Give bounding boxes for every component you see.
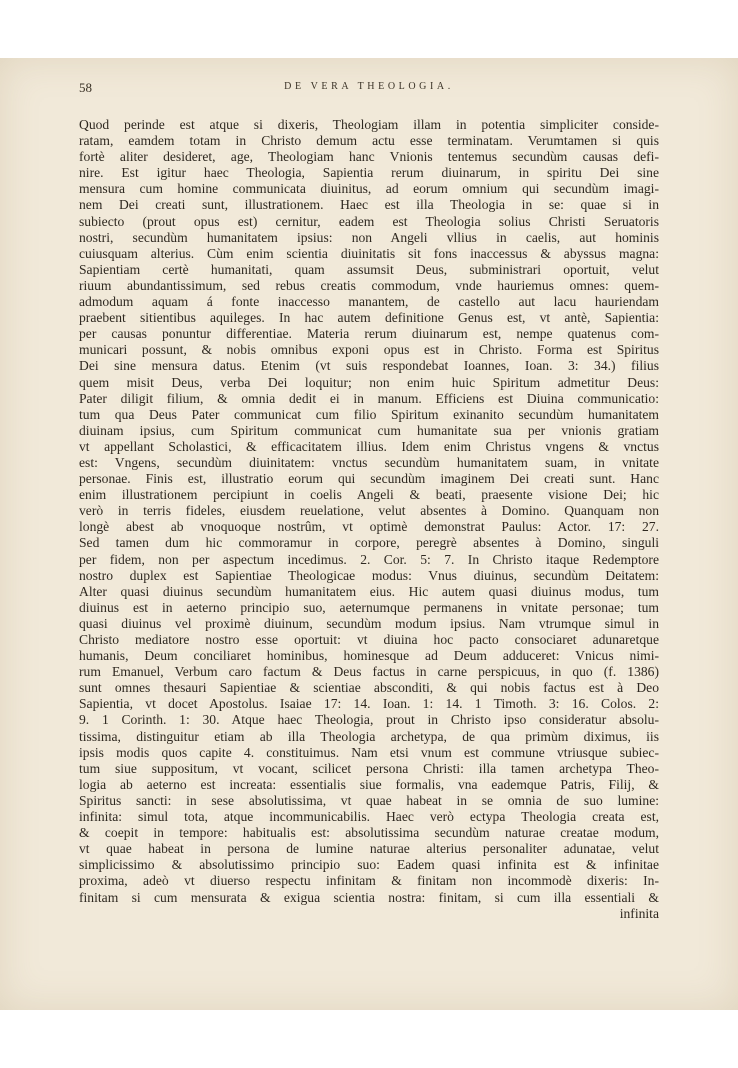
- text-line: proxima, adeò vt diuerso respectu infinitam & finitam non incommodè dixeris: In-: [79, 873, 659, 889]
- text-line: personae. Finis est, illustratio eorum qui secundùm imaginem Dei creati sunt. Hanc: [79, 471, 659, 487]
- text-line: per causas ponuntur differentiae. Materia rerum diuinarum est, nempe quatenus com-: [79, 326, 659, 342]
- text-line: nire. Est igitur haec Theologia, Sapientia rerum diuinarum, in spiritu Dei sine: [79, 165, 659, 181]
- text-line: ratam, eamdem totam in Christo demum actu esse terminatam. Verumtamen si quis: [79, 133, 659, 149]
- text-line: rum Emanuel, Verbum caro factum & Deus factus in carne perspicuus, in quo (f. 1386): [79, 664, 659, 680]
- text-line: finitam si cum mensurata & exigua scientia nostra: finitam, si cum illa essentiali &: [79, 889, 659, 905]
- text-line: tissima, distinguitur etiam ab illa Theologia archetypa, de qua primùm diximus, iis: [79, 728, 659, 744]
- text-line: & coepit in tempore: habitualis est: absolutissima secundùm naturae creatae modum,: [79, 825, 659, 841]
- text-line: tum qua Deus Pater communicat cum filio Spiritum exinanito secundùm humanitatem: [79, 406, 659, 422]
- book-page: [0, 58, 738, 1010]
- text-line: longè abest ab vnoquoque nostrûm, vt optimè demonstrat Paulus: Actor. 17: 27.: [79, 519, 659, 535]
- text-line: sunt omnes thesauri Sapientiae & scientiae absconditi, & qui nobis factus est à Deo: [79, 680, 659, 696]
- text-line: Alter quasi diuinus secundùm humanitatem eius. Hic autem quasi diuinus modus, tum: [79, 583, 659, 599]
- text-line: nostro duplex est Sapientiae Theologicae modus: Vnus diuinus, secundùm Deitatem:: [79, 567, 659, 583]
- text-line: Sapientiam certè humanitati, quam assumsit Deus, subministrari oportuit, velut: [79, 261, 659, 277]
- text-line: ipsis modis quos capite 4. constituimus. Nam etsi vnum est commune vtriusque subiec-: [79, 744, 659, 760]
- text-line: diuinam ipsius, cum Spiritum communicat cum humanitate sua per vnionis gratiam: [79, 422, 659, 438]
- text-line: municari possunt, & nobis omnibus exponi opus est in Christo. Forma est Spiritus: [79, 342, 659, 358]
- text-line: 9. 1 Corinth. 1: 30. Atque haec Theologia, prout in Christo ipso consideratur absolu-: [79, 712, 659, 728]
- text-line: diuinus est in aeterno principio suo, aeternumque permanens in vnitate personae; tum: [79, 599, 659, 615]
- text-line: infinita: simul tota, atque incommunicabilis. Haec verò ectypa Theologia creata est,: [79, 809, 659, 825]
- text-line: simplicissimo & absolutissimo principio suo: Eadem quasi infinita est & infinitae: [79, 857, 659, 873]
- text-line: cuiusquam alterius. Cùm enim scientia diuinitatis sit fons inaccessus & abyssus magna:: [79, 245, 659, 261]
- text-line: subiecto (prout opus est) cernitur, eadem est Theologia solius Christi Seruatoris: [79, 213, 659, 229]
- text-line: Quod perinde est atque si dixeris, Theologiam illam in potentia simpliciter conside-: [79, 117, 659, 132]
- text-line: verò in terris fideles, eiusdem reuelatione, velut absentes à Domino. Quanquam non: [79, 503, 659, 519]
- text-line: nostri, secundùm humanitatem ipsius: non Angeli vllius in caelis, aut hominis: [79, 229, 659, 245]
- text-line: enim illustrationem percipiunt in coelis Angeli & beati, praesente visione Dei; hic: [79, 487, 659, 503]
- text-line: humanis, Deum conciliaret hominibus, hominesque ad Deum adduceret: Vnicus nimi-: [79, 648, 659, 664]
- running-title: DE VERA THEOLOGIA.: [284, 81, 454, 92]
- text-line: admodum aquam á fonte inaccesso manantem, de castello aut lacu hauriendam: [79, 294, 659, 310]
- body-text: [79, 117, 659, 922]
- page-header: [79, 80, 659, 100]
- text-line: mensura cum homine communicata diuinitus, ad eorum omnium qui secundùm imagi-: [79, 181, 659, 197]
- text-line: quem misit Deus, verba Dei loquitur; non enim huic Spiritum admetitur Deus:: [79, 374, 659, 390]
- text-line: Dei sine mensura datus. Etenim (vt suis respondebat Ioannes, Ioan. 3: 34.) filius: [79, 358, 659, 374]
- page-number: 58: [79, 80, 92, 95]
- text-line: logia ab aeterno est increata: essentialis siue formalis, vna eademque Patris, Filij, &: [79, 776, 659, 792]
- text-line: nem Dei creati sunt, illustrationem. Haec est illa Theologia in se: quae si in: [79, 197, 659, 213]
- text-line: quasi diuinus vel proximè diuinum, secundùm modum ipsius. Nam vtrumque simul in: [79, 615, 659, 631]
- text-line: tum siue suppositum, vt vocant, scilicet persona Christi: illa tamen archetypa Theo-: [79, 760, 659, 776]
- text-line: Sed tamen dum hic commoramur in corpore, peregrè absentes à Domino, singuli: [79, 535, 659, 551]
- text-line: est: Vngens, secundùm diuinitatem: vnctus secundùm humanitatem suam, in vnitate: [79, 454, 659, 470]
- text-line: vt appellant Scholastici, & efficacitatem illius. Idem enim Christus vngens & vnctus: [79, 438, 659, 454]
- text-line: fortè aliter desideret, age, Theologiam hanc Vnionis tentemus secundùm causas defi-: [79, 149, 659, 165]
- text-line: infinita: [619, 905, 659, 921]
- text-line: Christo mediatore nostro esse oportuit: vt diuina hoc pacto consociaret adunaretque: [79, 632, 659, 647]
- text-line: vt quae habeat in persona de lumine naturae alterius personaliter adunatae, velut: [79, 841, 659, 857]
- text-line: per fidem, non per aspectum incedimus. 2. Cor. 5: 7. In Christo itaque Redemptore: [79, 551, 659, 567]
- text-line: Pater diligit filium, & omnia dedit ei in manum. Efficiens est Diuina communicatio:: [79, 390, 659, 406]
- text-line: praebent sitientibus aquileges. In hac autem definitione Genus est, vt antè, Sapientia:: [79, 310, 659, 326]
- text-line: Spiritus sancti: in sese absolutissima, vt quae habeat in se omnia de suo lumine:: [79, 792, 659, 808]
- text-line: riuum abundantissimum, sed rebus creatis commodum, vnde hauriemus omnes: quem-: [79, 277, 659, 293]
- text-line: Sapientia, vt docet Apostolus. Isaiae 17: 14. Ioan. 1: 14. 1 Timoth. 3: 16. Colos. 2:: [79, 696, 659, 712]
